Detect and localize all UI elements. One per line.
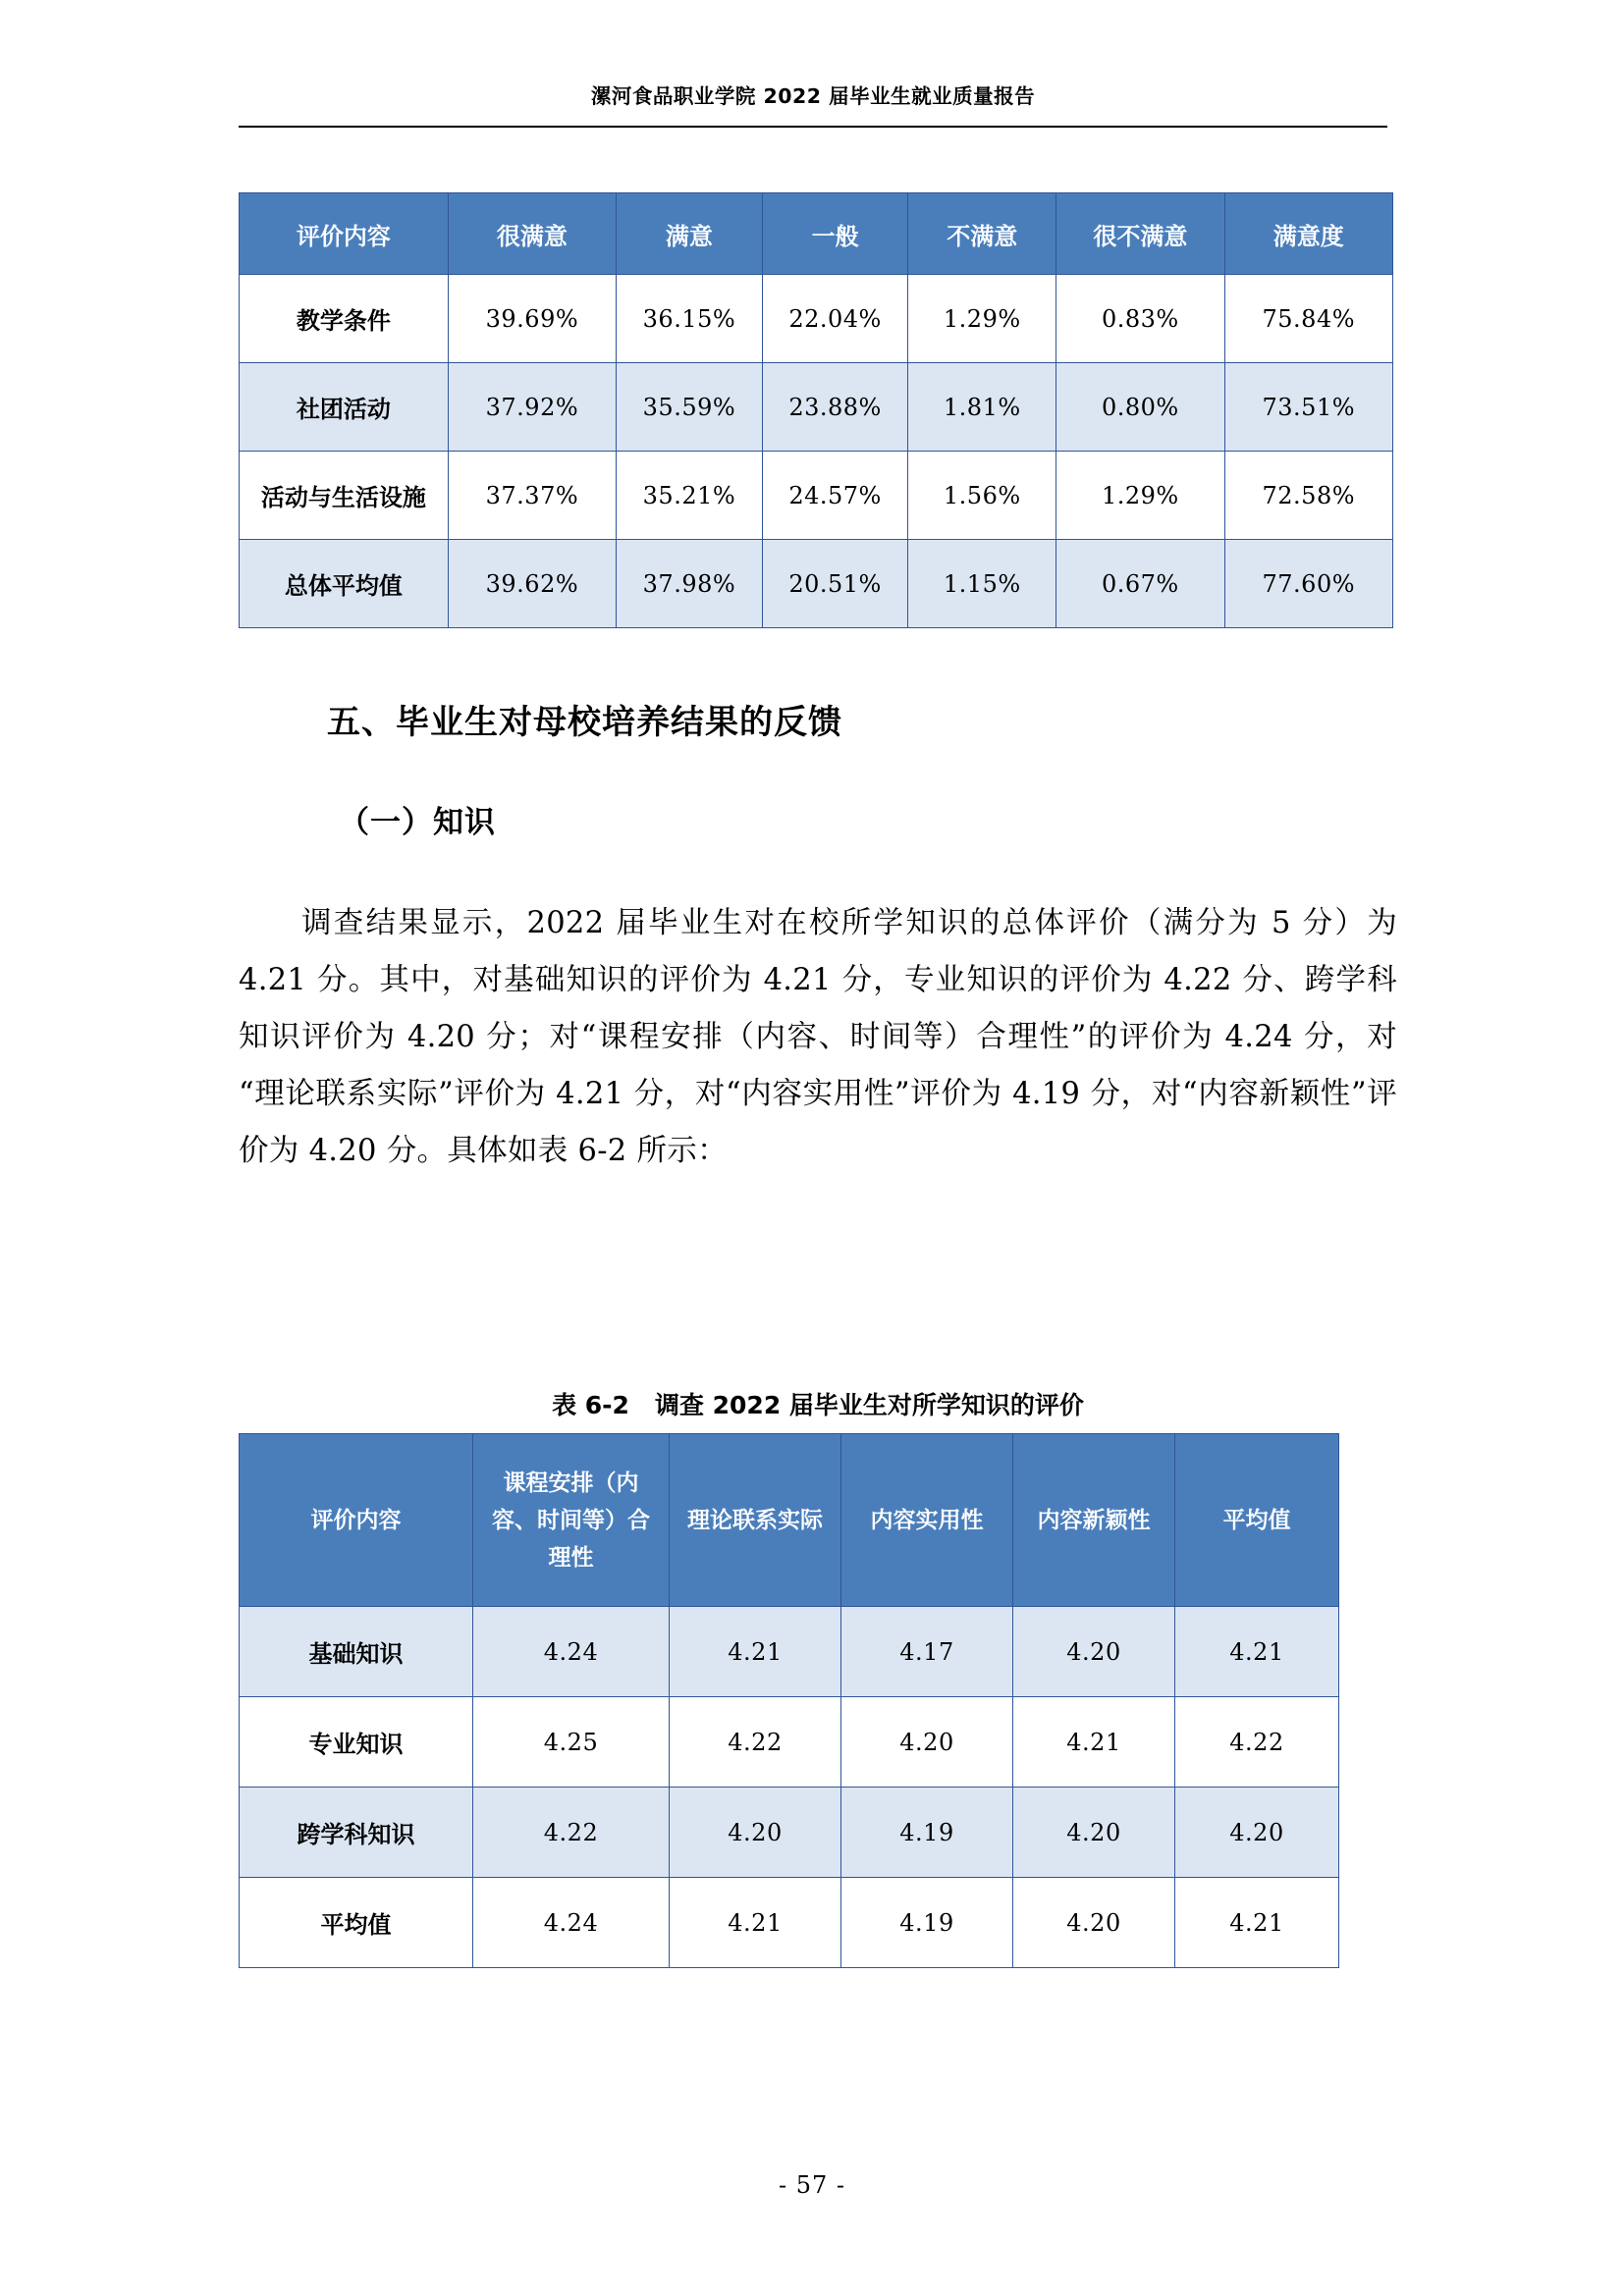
row-label: 专业知识 — [240, 1697, 473, 1788]
table-row — [240, 363, 1393, 452]
sub-heading: （一）知识 — [339, 805, 496, 840]
cell-value: 4.22 — [473, 1788, 670, 1878]
cell-value: 22.04% — [762, 275, 908, 363]
col-header-cell: 一般 — [762, 193, 908, 275]
cell-value: 37.37% — [448, 452, 616, 540]
row-label: 教学条件 — [240, 275, 449, 363]
cell-value: 4.22 — [1175, 1697, 1339, 1788]
col-header-cell: 评价内容 — [240, 1434, 473, 1607]
cell-value: 4.20 — [1013, 1607, 1175, 1697]
cell-value: 36.15% — [617, 275, 763, 363]
body-paragraph: 调查结果显示，2022 届毕业生对在校所学知识的总体评价（满分为 5 分）为 4.21 分。其中，对基础知识的评价为 4.21 分，专业知识的评价为 4.22 分、跨学科知识评价为 4.20 分；对“课程安排（内容、时间等）合理性”的评价为 4.24 分，对“理论联系实际”评价为 4.21 分，对“内容实用性”评价为 4.19 分，对“内容新颖性”评价为 4.20 分。具体如表 6-2 所示： — [239, 906, 1397, 1168]
cell-value: 1.29% — [1056, 452, 1224, 540]
page-number: - 57 - — [778, 2171, 845, 2199]
cell-value: 72.58% — [1224, 452, 1392, 540]
cell-value: 4.19 — [841, 1878, 1013, 1968]
cell-value: 4.21 — [670, 1607, 841, 1697]
cell-value: 4.20 — [841, 1697, 1013, 1788]
page-footer — [0, 2171, 1624, 2199]
cell-value: 4.20 — [1175, 1788, 1339, 1878]
cell-value: 37.92% — [448, 363, 616, 452]
col-header-cell: 很不满意 — [1056, 193, 1224, 275]
cell-value: 4.17 — [841, 1607, 1013, 1697]
cell-value: 4.20 — [1013, 1788, 1175, 1878]
cell-value: 73.51% — [1224, 363, 1392, 452]
col-header-cell: 内容实用性 — [841, 1434, 1013, 1607]
table-knowledge-header-row — [240, 1434, 1339, 1607]
header-title: 漯河食品职业学院 2022 届毕业生就业质量报告 — [590, 84, 1036, 108]
cell-value: 1.56% — [908, 452, 1056, 540]
table-row — [240, 1878, 1339, 1968]
header-divider — [239, 126, 1387, 128]
row-label: 社团活动 — [240, 363, 449, 452]
cell-value: 35.21% — [617, 452, 763, 540]
table-row — [240, 540, 1393, 628]
cell-value: 37.98% — [617, 540, 763, 628]
cell-value: 0.80% — [1056, 363, 1224, 452]
cell-value: 4.20 — [670, 1788, 841, 1878]
col-header-cell: 内容新颖性 — [1013, 1434, 1175, 1607]
cell-value: 20.51% — [762, 540, 908, 628]
col-header-cell: 理论联系实际 — [670, 1434, 841, 1607]
table-row — [240, 1697, 1339, 1788]
row-label: 跨学科知识 — [240, 1788, 473, 1878]
cell-value: 4.19 — [841, 1788, 1013, 1878]
cell-value: 4.24 — [473, 1607, 670, 1697]
cell-value: 35.59% — [617, 363, 763, 452]
col-header-cell: 满意 — [617, 193, 763, 275]
cell-value: 4.21 — [1175, 1878, 1339, 1968]
cell-value: 24.57% — [762, 452, 908, 540]
table-satisfaction-header-row — [240, 193, 1393, 275]
cell-value: 4.21 — [1175, 1607, 1339, 1697]
row-label: 总体平均值 — [240, 540, 449, 628]
cell-value: 39.69% — [448, 275, 616, 363]
cell-value: 0.67% — [1056, 540, 1224, 628]
row-label: 平均值 — [240, 1878, 473, 1968]
caption-text: 调查 2022 届毕业生对所学知识的评价 — [654, 1391, 1084, 1419]
cell-value: 1.15% — [908, 540, 1056, 628]
cell-value: 0.83% — [1056, 275, 1224, 363]
row-label: 活动与生活设施 — [240, 452, 449, 540]
table-satisfaction — [239, 192, 1393, 628]
row-label: 基础知识 — [240, 1607, 473, 1697]
cell-value: 4.21 — [670, 1878, 841, 1968]
cell-value: 75.84% — [1224, 275, 1392, 363]
col-header-cell: 满意度 — [1224, 193, 1392, 275]
cell-value: 4.22 — [670, 1697, 841, 1788]
col-header-cell: 很满意 — [448, 193, 616, 275]
cell-value: 4.20 — [1013, 1878, 1175, 1968]
cell-value: 1.29% — [908, 275, 1056, 363]
table-knowledge-caption — [239, 1386, 1397, 1421]
table-row — [240, 452, 1393, 540]
col-header-cell: 评价内容 — [240, 193, 449, 275]
col-header-cell: 课程安排（内容、时间等）合理性 — [473, 1434, 670, 1607]
section-heading: 五、毕业生对母校培养结果的反馈 — [327, 703, 842, 742]
cell-value: 39.62% — [448, 540, 616, 628]
cell-value: 77.60% — [1224, 540, 1392, 628]
cell-value: 1.81% — [908, 363, 1056, 452]
table-knowledge — [239, 1433, 1339, 1968]
cell-value: 4.25 — [473, 1697, 670, 1788]
page-header — [239, 84, 1387, 109]
cell-value: 4.24 — [473, 1878, 670, 1968]
cell-value: 4.21 — [1013, 1697, 1175, 1788]
table-row — [240, 1788, 1339, 1878]
table-row — [240, 1607, 1339, 1697]
cell-value: 23.88% — [762, 363, 908, 452]
col-header-cell: 不满意 — [908, 193, 1056, 275]
col-header-cell: 平均值 — [1175, 1434, 1339, 1607]
table-row — [240, 275, 1393, 363]
caption-number: 表 6-2 — [552, 1391, 629, 1419]
